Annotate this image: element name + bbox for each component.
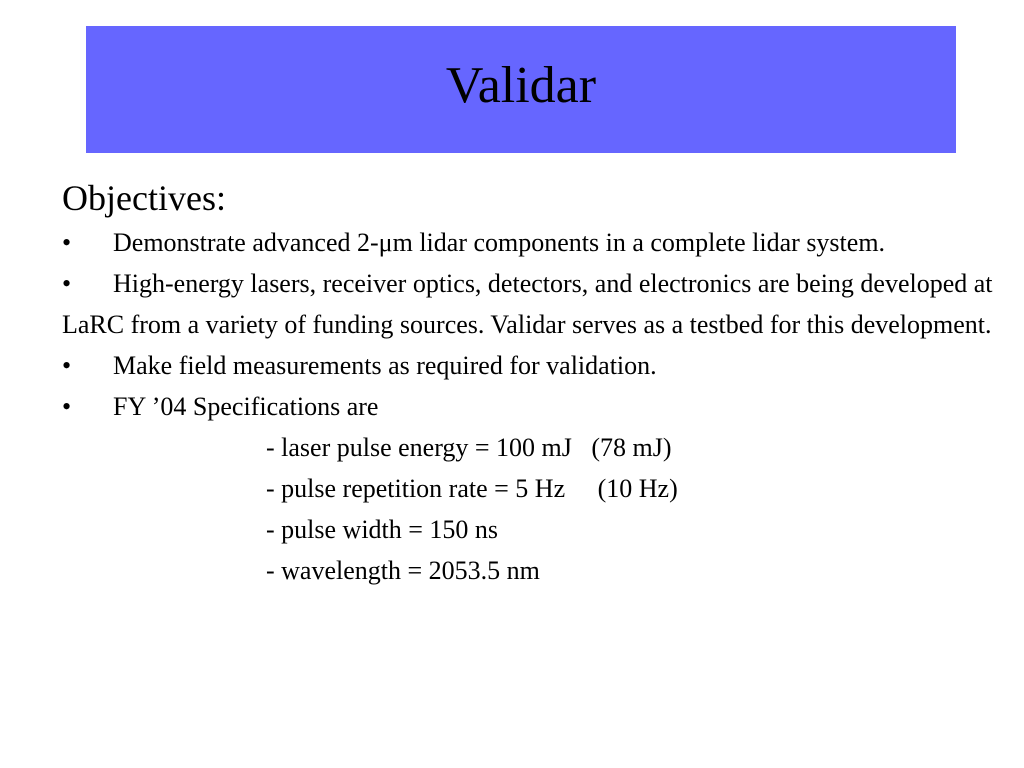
bullet-item xyxy=(62,345,1022,386)
spec-item: - pulse repetition rate = 5 Hz (10 Hz) xyxy=(266,474,678,503)
spec-list xyxy=(62,427,1022,591)
bullet-text: Demonstrate advanced 2-μm lidar components in a complete lidar system. xyxy=(113,228,886,257)
spec-item: - laser pulse energy = 100 mJ (78 mJ) xyxy=(266,433,672,462)
bullet-item xyxy=(62,263,1022,345)
bullet-item xyxy=(62,386,1022,427)
bullet-icon: • xyxy=(62,392,72,421)
bullet-icon: • xyxy=(62,351,72,380)
title-banner xyxy=(86,26,956,153)
slide-title: Validar xyxy=(445,56,597,114)
spec-item: - pulse width = 150 ns xyxy=(266,515,499,544)
objectives-heading: Objectives: xyxy=(62,178,226,218)
bullet-item xyxy=(62,222,1022,263)
slide-body xyxy=(62,176,1022,591)
bullet-icon: • xyxy=(62,228,72,257)
bullet-text: High-energy lasers, receiver optics, detectors, and electronics are being developed at LaRC from a variety of funding sources. Validar serves as a testbed for this development. xyxy=(62,269,993,339)
bullet-icon: • xyxy=(62,269,72,298)
bullet-text: FY ’04 Specifications are xyxy=(113,392,379,421)
spec-item: - wavelength = 2053.5 nm xyxy=(266,556,540,585)
bullet-text: Make field measurements as required for validation. xyxy=(113,351,657,380)
